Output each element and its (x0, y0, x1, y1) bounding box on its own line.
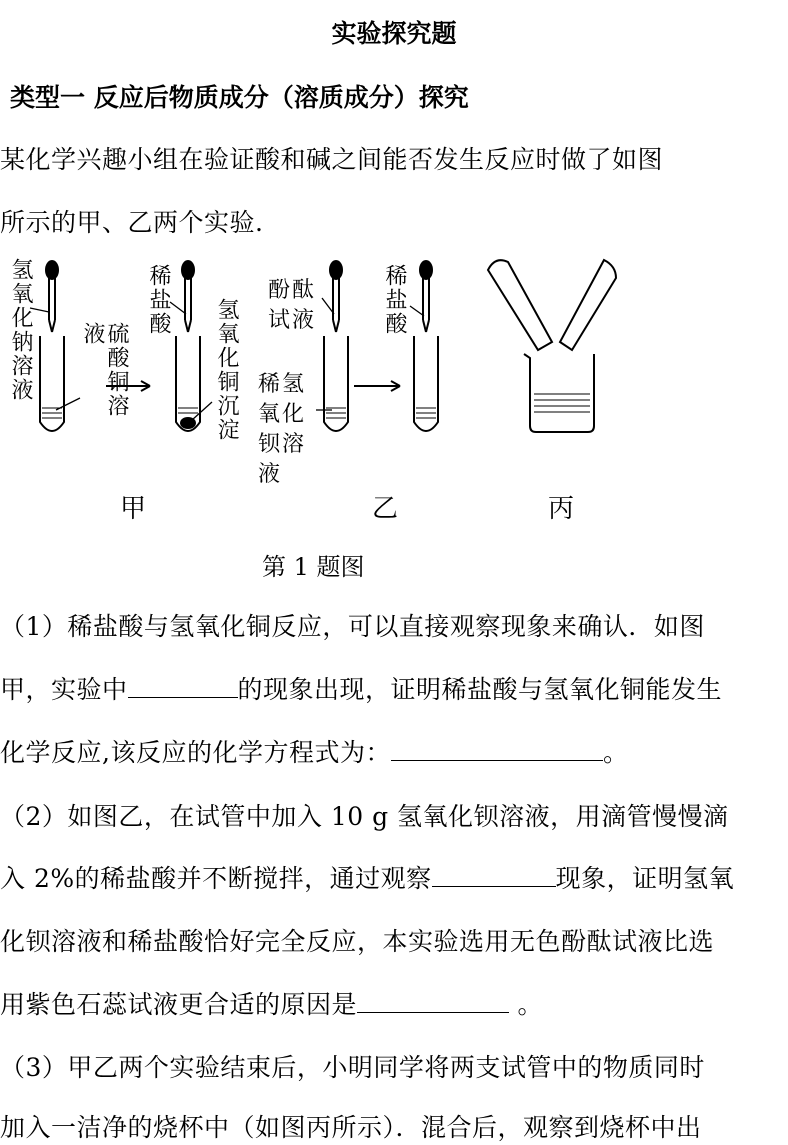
q2-answer-blank-1[interactable] (432, 864, 556, 887)
panel-label-b: 乙 (372, 494, 399, 524)
q2-line-3: 化钡溶液和稀盐酸恰好完全反应，本实验选用无色酚酞试液比选 (0, 927, 715, 956)
dropper-a2 (182, 261, 194, 332)
label-hcl-b: 稀盐酸 (382, 264, 407, 336)
section-heading: 类型一 反应后物质成分（溶质成分）探究 (10, 83, 469, 112)
dropper-a1 (46, 261, 58, 332)
q2-line-4-text-a: 用紫色石蕊试液更合适的原因是 (0, 990, 358, 1019)
q3-line-2: 加入一洁净的烧杯中（如图丙所示）．混合后，观察到烧杯中出 (0, 1113, 702, 1142)
q1-answer-blank-2[interactable] (391, 738, 603, 761)
test-tube-a1 (40, 336, 64, 431)
panel-label-a: 甲 (120, 494, 147, 524)
test-tube-b2 (414, 336, 438, 431)
q1-line-2-text-b: 的现象出现，证明稀盐酸与氢氧化铜能发生 (237, 675, 723, 704)
q2-answer-blank-2[interactable] (357, 990, 509, 1013)
q1-line-2-text-a: 甲，实验中 (0, 675, 128, 704)
test-tube-b1 (324, 336, 348, 431)
q1-line-3 (0, 733, 628, 769)
panel-label-c: 丙 (548, 494, 575, 524)
q1-line-3-text-b: 。 (602, 738, 629, 767)
label-cuoh2: 氢氧化铜沉淀 (214, 298, 239, 442)
q2-line-1: （2）如图乙，在试管中加入 10 g 氢氧化钡溶液，用滴管慢慢滴 (0, 802, 729, 831)
dropper-b2 (420, 261, 432, 332)
label-baoh2: 稀氢氧化钡溶液 (258, 372, 307, 487)
intro-line-2: 所示的甲、乙两个实验. (0, 208, 264, 237)
q1-answer-blank-1[interactable] (128, 675, 238, 698)
experiment-figure (0, 250, 640, 525)
q3-line-1: （3）甲乙两个实验结束后，小明同学将两支试管中的物质同时 (0, 1053, 705, 1082)
beaker (524, 354, 594, 432)
q1-line-3-text-a: 化学反应,该反应的化学方程式为： (0, 738, 391, 767)
label-naoh: 氢氧化钠溶液 (8, 258, 33, 402)
figure-caption: 第 1 题图 (262, 553, 365, 581)
q1-line-2 (0, 670, 722, 706)
q2-line-4 (0, 985, 543, 1021)
dropper-b1 (330, 261, 342, 332)
pouring-tube-right (560, 260, 616, 350)
q1-line-1: （1）稀盐酸与氢氧化铜反应，可以直接观察现象来确认．如图 (0, 612, 705, 641)
label-cuso4: 硫酸铜溶液 (80, 322, 129, 418)
page-title: 实验探究题 (331, 19, 457, 48)
intro-line-1: 某化学兴趣小组在验证酸和碱之间能否发生反应时做了如图 (0, 145, 664, 174)
q2-line-2-text-a: 入 2%的稀盐酸并不断搅拌，通过观察 (0, 864, 432, 893)
q2-line-2-text-b: 现象，证明氢氧 (555, 864, 735, 893)
pouring-tube-left (488, 260, 552, 350)
label-phenolphthalein: 酚酞试液 (268, 278, 317, 333)
q2-line-2 (0, 859, 734, 895)
q2-line-4-text-b: 。 (509, 990, 543, 1019)
label-hcl-a: 稀盐酸 (146, 264, 171, 336)
